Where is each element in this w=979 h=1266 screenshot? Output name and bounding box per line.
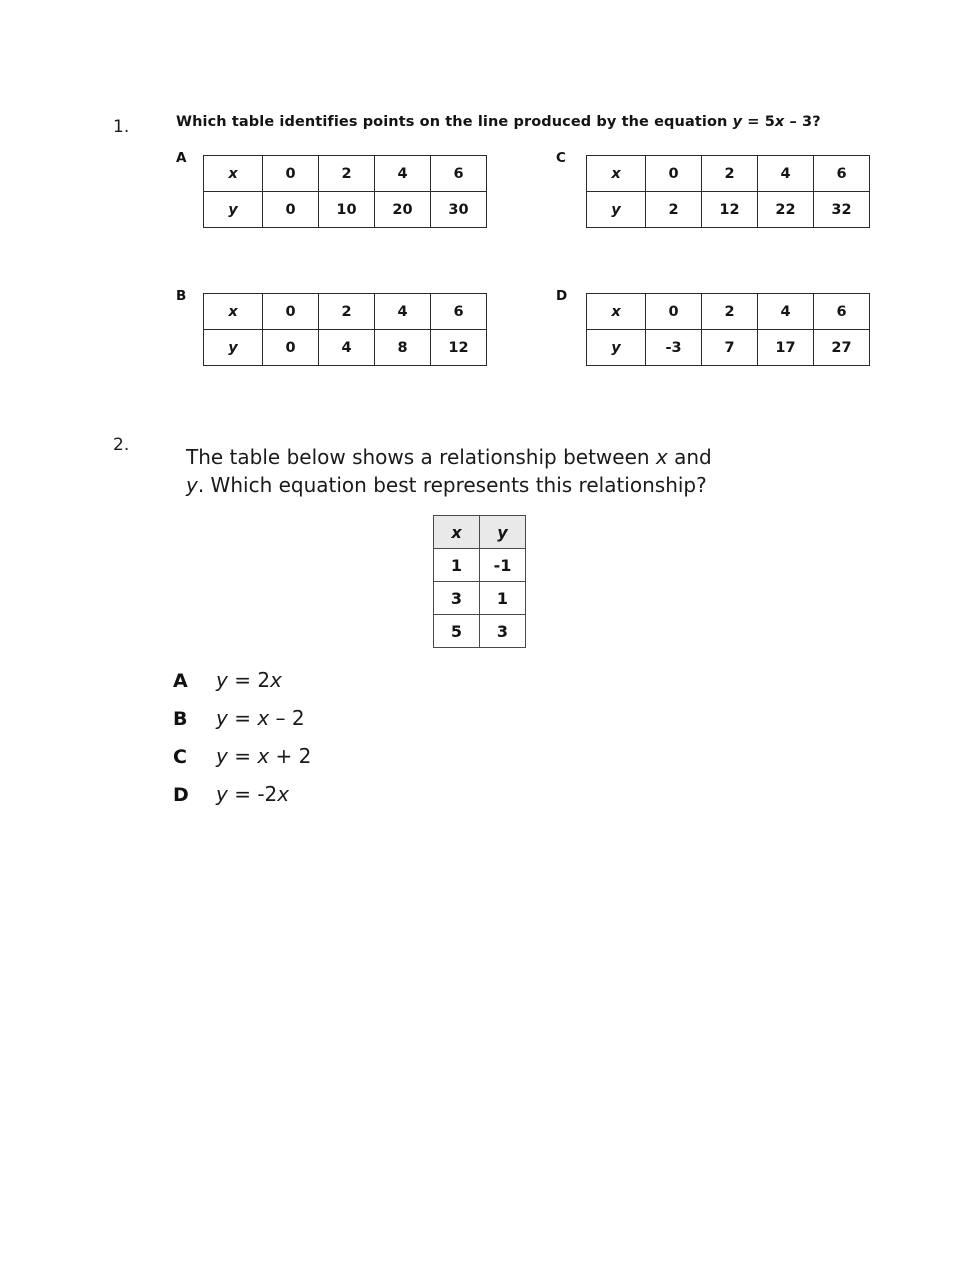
option-c-row-label-x: x: [587, 156, 646, 192]
choice-b-text: [216, 706, 305, 730]
option-b-y-2: 8: [375, 330, 431, 366]
option-d-x-2: 4: [758, 294, 814, 330]
option-d-x-0: 0: [646, 294, 702, 330]
choice-d-var1: y: [216, 782, 228, 806]
q2-row-1-y: 1: [480, 582, 526, 615]
question-1-stem-text: Which table identifies points on the line produced by the equation: [176, 114, 733, 130]
choice-d-text: [216, 782, 289, 806]
question-2-choice-d[interactable]: [173, 782, 311, 820]
choice-a-letter: A: [173, 670, 188, 692]
table-row: [434, 582, 526, 615]
option-b-row-label-x: x: [204, 294, 263, 330]
q2-row-2-x: 5: [434, 615, 480, 648]
question-1-stem-eq-mid: = 5: [742, 114, 775, 130]
option-a-y-3: 30: [431, 192, 487, 228]
table-row: [204, 330, 487, 366]
table-row: [587, 294, 870, 330]
question-2-number: 2.: [113, 435, 130, 455]
q2-row-0-y: -1: [480, 549, 526, 582]
choice-a-var1: y: [216, 668, 228, 692]
choice-d-op: = -2: [227, 782, 278, 806]
choice-b-op: =: [227, 706, 258, 730]
option-a-x-1: 2: [319, 156, 375, 192]
table-header-row: [434, 516, 526, 549]
option-b-y-1: 4: [319, 330, 375, 366]
choice-b-var1: y: [216, 706, 228, 730]
option-c-x-0: 0: [646, 156, 702, 192]
choice-c-tail: + 2: [269, 744, 312, 768]
option-b-x-3: 6: [431, 294, 487, 330]
option-c-x-1: 2: [702, 156, 758, 192]
option-d-y-2: 17: [758, 330, 814, 366]
question-1-number: 1.: [113, 117, 130, 137]
option-d-x-1: 2: [702, 294, 758, 330]
table-row: [204, 192, 487, 228]
option-a-row-label-y: y: [204, 192, 263, 228]
option-d-x-3: 6: [814, 294, 870, 330]
table-row: [587, 156, 870, 192]
question-2-stem-var-x: x: [655, 445, 668, 469]
choice-c-var2: x: [257, 744, 270, 768]
choice-d-var2: x: [277, 782, 290, 806]
option-c-row-label-y: y: [587, 192, 646, 228]
option-d-y-1: 7: [702, 330, 758, 366]
q2-row-0-x: 1: [434, 549, 480, 582]
choice-c-var1: y: [216, 744, 228, 768]
choice-b-tail: – 2: [269, 706, 305, 730]
question-2-stem-line2-b: . Which equation best represents this relationship?: [197, 473, 707, 498]
q2-row-2-y: 3: [480, 615, 526, 648]
question-2-choice-b[interactable]: [173, 706, 311, 744]
table-row: [587, 330, 870, 366]
question-2-choices: [173, 668, 311, 820]
option-b-x-2: 4: [375, 294, 431, 330]
question-1-stem-var-y: y: [732, 114, 743, 130]
option-d-y-3: 27: [814, 330, 870, 366]
option-c-table: [586, 155, 870, 228]
question-1-stem: [176, 114, 821, 130]
option-a-y-0: 0: [263, 192, 319, 228]
choice-d-letter: D: [173, 784, 189, 806]
option-a-y-2: 20: [375, 192, 431, 228]
option-c-y-0: 2: [646, 192, 702, 228]
option-b-y-0: 0: [263, 330, 319, 366]
option-b-table: [203, 293, 487, 366]
table-row: [204, 294, 487, 330]
option-b-letter: B: [176, 288, 187, 304]
option-c-y-2: 22: [758, 192, 814, 228]
table-row: [434, 615, 526, 648]
choice-b-letter: B: [173, 708, 188, 730]
question-2-choice-c[interactable]: [173, 744, 311, 782]
question-2-stem-line1-b: and: [667, 445, 712, 469]
option-a-row-label-x: x: [204, 156, 263, 192]
choice-b-var2: x: [257, 706, 270, 730]
option-a-table: [203, 155, 487, 228]
question-1-stem-var-x: x: [774, 114, 785, 130]
option-c-y-3: 32: [814, 192, 870, 228]
option-d-y-0: -3: [646, 330, 702, 366]
option-c-letter: C: [556, 150, 566, 166]
option-b-x-1: 2: [319, 294, 375, 330]
option-c-y-1: 12: [702, 192, 758, 228]
choice-a-var2: x: [270, 668, 282, 692]
question-1-stem-eq-end: – 3?: [784, 114, 821, 130]
question-2-stem-line1-a: The table below shows a relationship between: [186, 445, 656, 469]
option-d-row-label-y: y: [587, 330, 646, 366]
option-b-x-0: 0: [263, 294, 319, 330]
option-a-letter: A: [176, 150, 187, 166]
option-c-x-2: 4: [758, 156, 814, 192]
question-2-stem: [186, 443, 826, 500]
option-d-table: [586, 293, 870, 366]
table-row: [434, 549, 526, 582]
question-2-choice-a[interactable]: [173, 668, 311, 706]
option-d-row-label-x: x: [587, 294, 646, 330]
choice-c-letter: C: [173, 746, 187, 768]
question-2-table: [433, 515, 526, 648]
table-row: [587, 192, 870, 228]
option-b-row-label-y: y: [204, 330, 263, 366]
choice-a-text: [216, 668, 282, 692]
q2-header-y: y: [480, 516, 526, 549]
table-row: [204, 156, 487, 192]
question-2-stem-var-y: y: [186, 473, 198, 498]
choice-c-text: [216, 744, 311, 768]
option-d-letter: D: [556, 288, 568, 304]
choice-a-op: = 2: [227, 668, 271, 692]
option-a-x-2: 4: [375, 156, 431, 192]
q2-header-x: x: [434, 516, 480, 549]
option-a-y-1: 10: [319, 192, 375, 228]
choice-c-op: =: [227, 744, 258, 768]
option-b-y-3: 12: [431, 330, 487, 366]
option-a-x-0: 0: [263, 156, 319, 192]
option-c-x-3: 6: [814, 156, 870, 192]
q2-row-1-x: 3: [434, 582, 480, 615]
option-a-x-3: 6: [431, 156, 487, 192]
